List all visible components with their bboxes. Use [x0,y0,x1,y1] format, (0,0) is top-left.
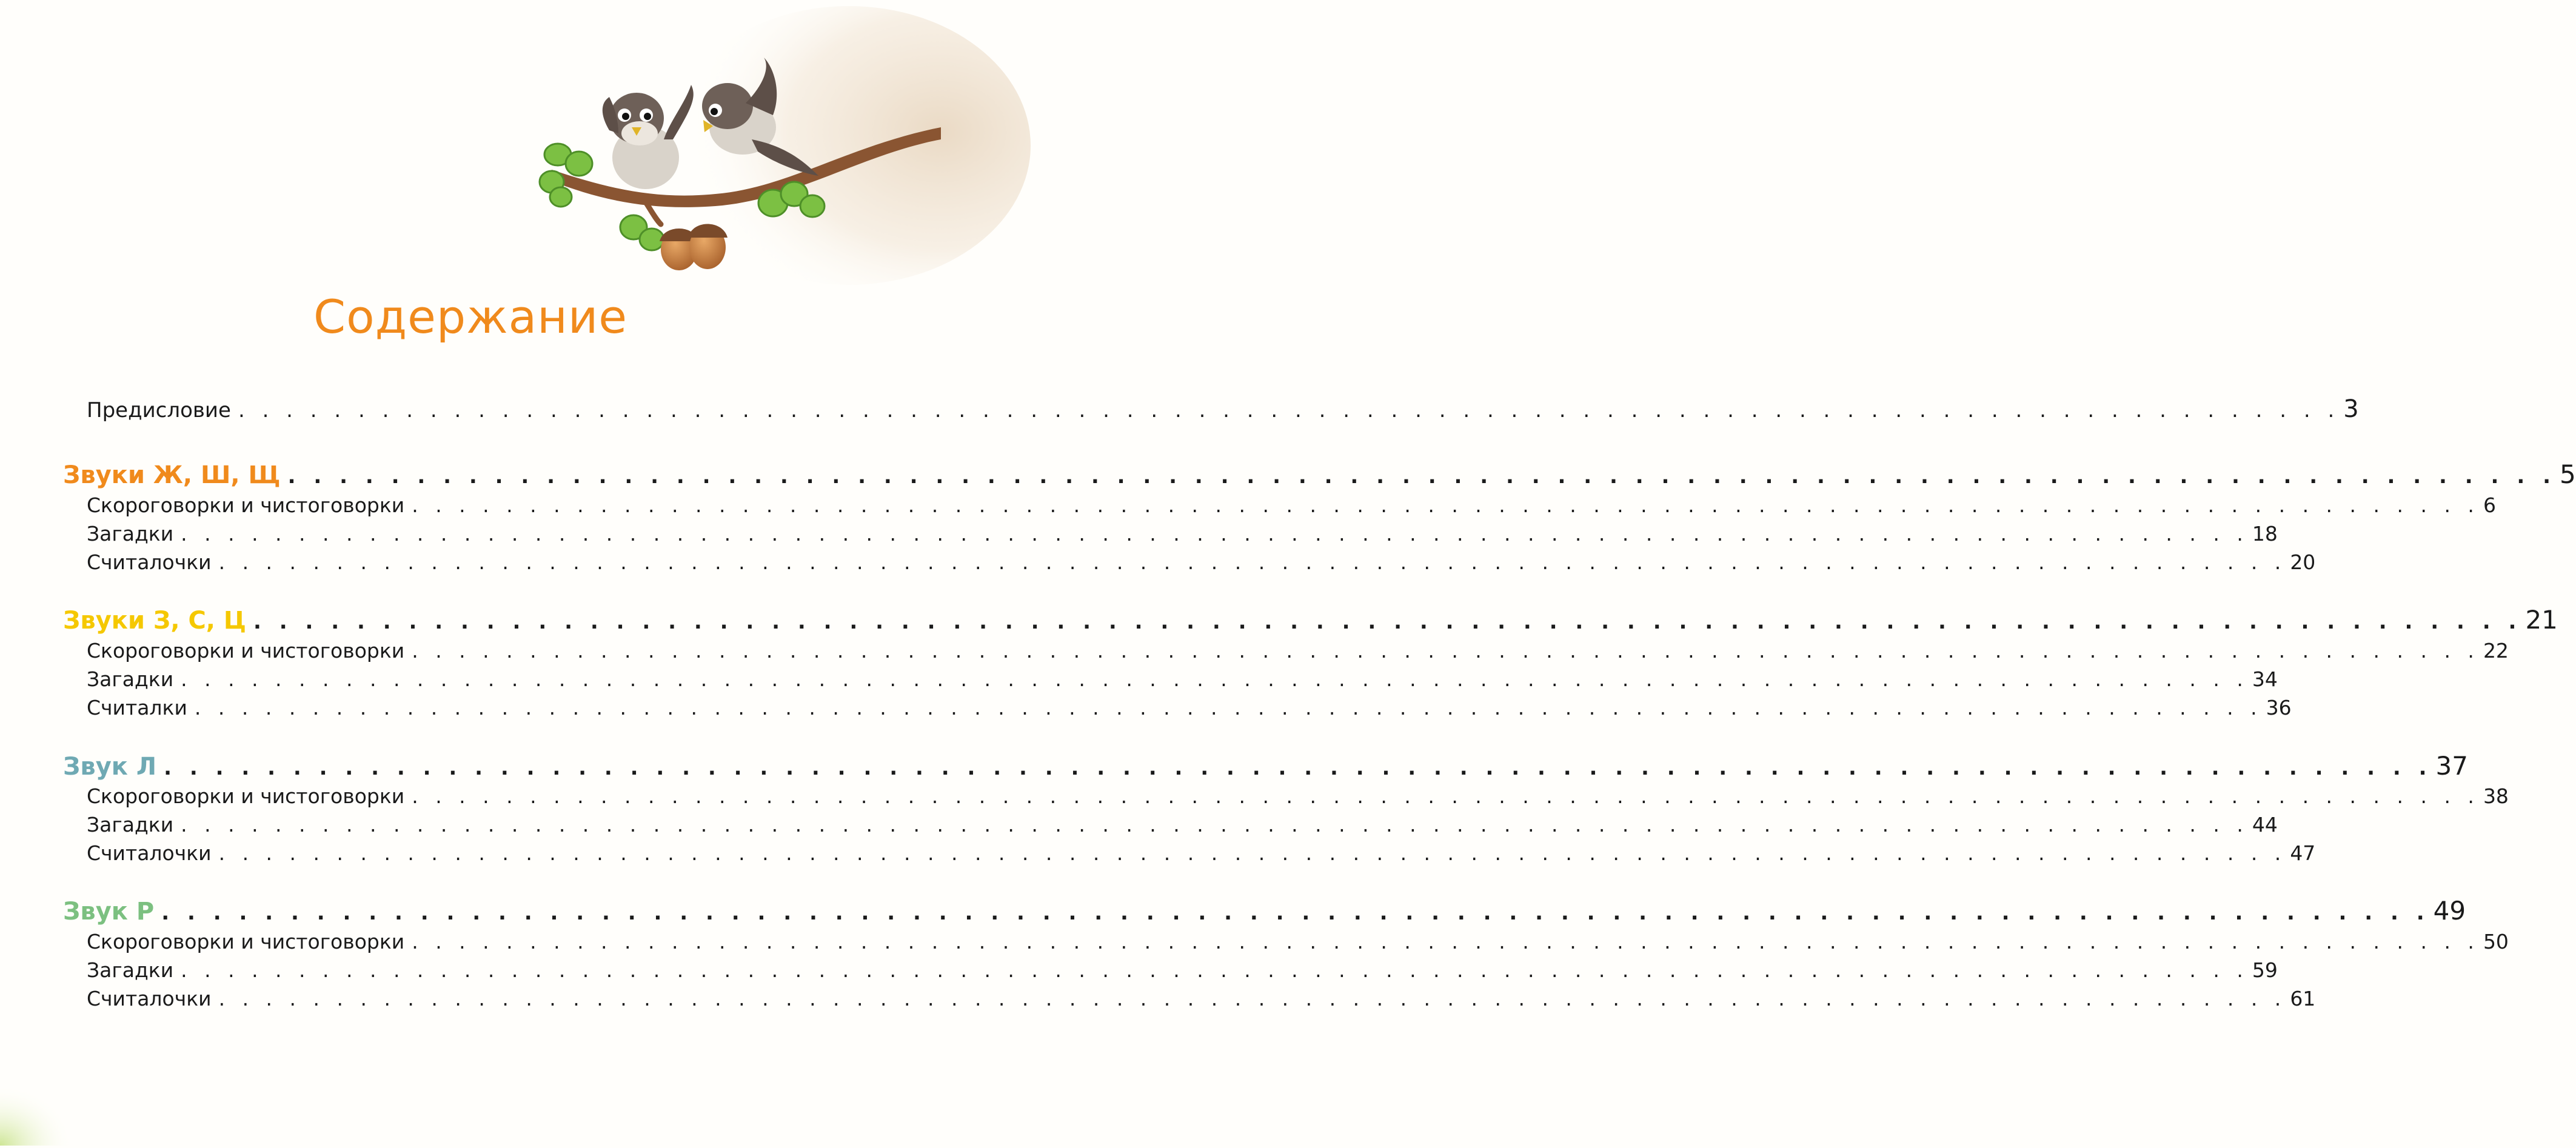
toc-entry-label: Считалочки [87,550,212,574]
dot-leader: . . . . . . . . . . . . . . . . . . . . . . . . . . . . . . . . . . . . . . . . . . . . . . . . . . . . . . . . . . . . . . . . . . . . . . . . . . . . . . . . . . . . . . . . [218,841,2287,865]
dot-leader: . . . . . . . . . . . . . . . . . . . . . . . . . . . . . . . . . . . . . . . . . . . . . . . . . . . . . . . . . . . . . . . . . . . . . . . . . . . . . . . . . . . . . . . . [412,639,2480,662]
green-glow-shape [0,1085,73,1146]
toc-entry[interactable] [87,930,2509,953]
toc-entry-label: Скороговорки и чистоговорки [87,639,405,662]
toc-entry-label: Считалки [87,696,187,719]
dot-leader: . . . . . . . . . . . . . . . . . . . . . . . . . . . . . . . . . . . . . . . . . . . . . . . . . . . . . . . . . . . . . . . . . . . . . . . . . . . . . . . . . . . . . . . . [287,464,2556,489]
dot-leader: . . . . . . . . . . . . . . . . . . . . . . . . . . . . . . . . . . . . . . . . . . . . . . . . . . . . . . . . . . . . . . . . . . . . . . . . . . . . . . . . . . . . . . . . [181,813,2249,836]
toc-entry-page: 47 [2290,841,2316,865]
dot-leader: . . . . . . . . . . . . . . . . . . . . . . . . . . . . . . . . . . . . . . . . . . . . . . . . . . . . . . . . . . . . . . . . . . . . . . . . . . . . . . . . . . . . . . . . [238,398,2340,422]
toc-section-heading[interactable] [63,459,2576,489]
dot-leader: . . . . . . . . . . . . . . . . . . . . . . . . . . . . . . . . . . . . . . . . . . . . . . . . . . . . . . . . . . . . . . . . . . . . . . . . . . . . . . . . . . . . . . . . [181,522,2249,546]
toc-entry[interactable] [87,493,2496,517]
toc-entry[interactable] [87,784,2509,808]
toc-entry-label: Загадки [87,522,174,546]
toc-entry-page: 36 [2266,696,2292,719]
dot-leader: . . . . . . . . . . . . . . . . . . . . . . . . . . . . . . . . . . . . . . . . . . . . . . . . . . . . . . . . . . . . . . . . . . . . . . . . . . . . . . . . . . . . . . . . [218,987,2287,1010]
toc-entry-label: Скороговорки и чистоговорки [87,784,405,808]
toc-entry-page: 3 [2343,395,2359,423]
toc-entry-page: 61 [2290,987,2316,1010]
section-page: 21 [2525,605,2558,635]
section-page: 49 [2433,896,2466,926]
bottom-left-green-glow [0,1085,73,1146]
section-title: Звуки З, С, Ц [63,607,247,635]
toc-section-heading[interactable] [63,751,2468,781]
toc-section-heading[interactable] [63,605,2558,635]
section-page: 5 [2559,459,2576,489]
toc-entry-page: 38 [2483,784,2509,808]
toc-entry-page: 34 [2252,667,2278,691]
dot-leader: . . . . . . . . . . . . . . . . . . . . . . . . . . . . . . . . . . . . . . . . . . . . . . . . . . . . . . . . . . . . . . . . . . . . . . . . . . . . . . . . . . . . . . . . [161,901,2430,925]
toc-entry-page: 18 [2252,522,2278,546]
dot-leader: . . . . . . . . . . . . . . . . . . . . . . . . . . . . . . . . . . . . . . . . . . . . . . . . . . . . . . . . . . . . . . . . . . . . . . . . . . . . . . . . . . . . . . . . [181,958,2249,982]
toc-entry-page: 20 [2290,550,2316,574]
dot-leader: . . . . . . . . . . . . . . . . . . . . . . . . . . . . . . . . . . . . . . . . . . . . . . . . . . . . . . . . . . . . . . . . . . . . . . . . . . . . . . . . . . . . . . . . [164,756,2432,780]
toc-entry-label: Загадки [87,667,174,691]
dot-leader: . . . . . . . . . . . . . . . . . . . . . . . . . . . . . . . . . . . . . . . . . . . . . . . . . . . . . . . . . . . . . . . . . . . . . . . . . . . . . . . . . . . . . . . . [181,667,2249,691]
toc-entry-label: Считалочки [87,841,212,865]
section-title: Звук Р [63,898,155,926]
toc-entry-preface[interactable] [87,395,2359,423]
toc-entry-page: 22 [2483,639,2509,662]
toc-entry[interactable] [87,639,2509,662]
toc-entry-page: 44 [2252,813,2278,836]
dot-leader: . . . . . . . . . . . . . . . . . . . . . . . . . . . . . . . . . . . . . . . . . . . . . . . . . . . . . . . . . . . . . . . . . . . . . . . . . . . . . . . . . . . . . . . . [194,696,2263,719]
dot-leader: . . . . . . . . . . . . . . . . . . . . . . . . . . . . . . . . . . . . . . . . . . . . . . . . . . . . . . . . . . . . . . . . . . . . . . . . . . . . . . . . . . . . . . . . [412,493,2480,517]
toc-entry-label: Скороговорки и чистоговорки [87,493,405,517]
toc-entry[interactable] [87,813,2278,836]
toc-section-heading[interactable] [63,896,2466,926]
sparrows-illustration [534,24,941,309]
section-title: Звуки Ж, Ш, Щ [63,461,281,489]
toc-entry[interactable] [87,696,2292,719]
toc-entry-page: 59 [2252,958,2278,982]
toc-entry[interactable] [87,550,2316,574]
toc-entry-label: Скороговорки и чистоговорки [87,930,405,953]
dot-leader: . . . . . . . . . . . . . . . . . . . . . . . . . . . . . . . . . . . . . . . . . . . . . . . . . . . . . . . . . . . . . . . . . . . . . . . . . . . . . . . . . . . . . . . . [218,550,2287,574]
toc-entry[interactable] [87,958,2278,982]
dot-leader: . . . . . . . . . . . . . . . . . . . . . . . . . . . . . . . . . . . . . . . . . . . . . . . . . . . . . . . . . . . . . . . . . . . . . . . . . . . . . . . . . . . . . . . . [253,610,2522,634]
toc-entry-page: 50 [2483,930,2509,953]
toc-entry-page: 6 [2483,493,2496,517]
toc-entry[interactable] [87,667,2278,691]
page-title: Содержание [313,290,627,344]
dot-leader: . . . . . . . . . . . . . . . . . . . . . . . . . . . . . . . . . . . . . . . . . . . . . . . . . . . . . . . . . . . . . . . . . . . . . . . . . . . . . . . . . . . . . . . . [412,930,2480,953]
toc-entry[interactable] [87,522,2278,546]
toc-entry-label: Предисловие [87,398,231,422]
section-title: Звук Л [63,753,157,781]
toc-entry-label: Считалочки [87,987,212,1010]
toc-entry[interactable] [87,841,2316,865]
toc-entry[interactable] [87,987,2316,1010]
toc-entry-label: Загадки [87,813,174,836]
sparrows-on-branch-picture [534,24,941,309]
section-page: 37 [2435,751,2468,781]
dot-leader: . . . . . . . . . . . . . . . . . . . . . . . . . . . . . . . . . . . . . . . . . . . . . . . . . . . . . . . . . . . . . . . . . . . . . . . . . . . . . . . . . . . . . . . . [412,784,2480,808]
toc-entry-label: Загадки [87,958,174,982]
